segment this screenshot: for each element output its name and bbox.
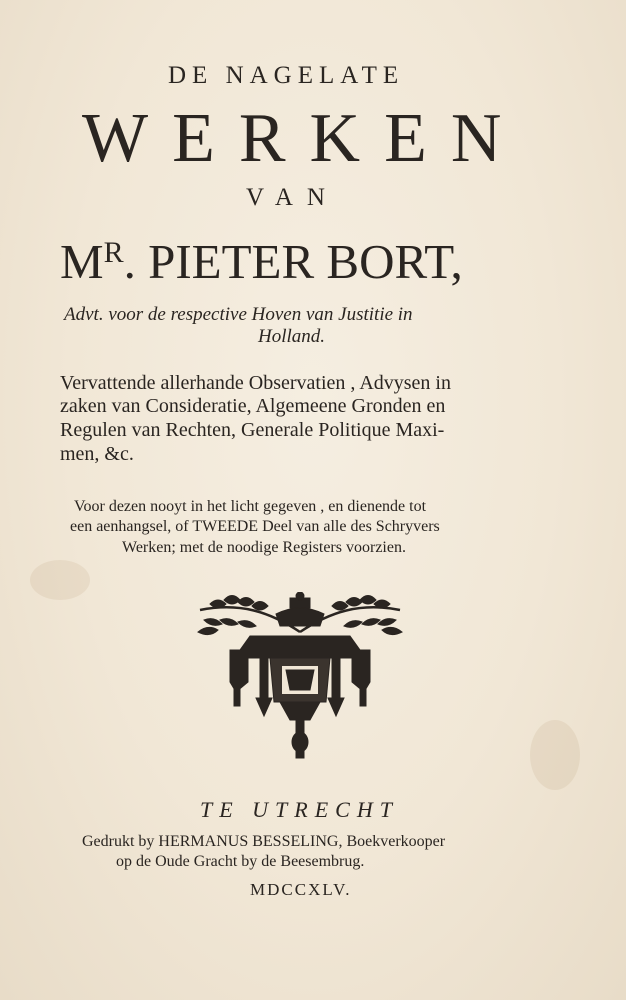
publication-year: MDCCXLV. — [250, 880, 352, 899]
description-line-4: men, &c. — [60, 443, 134, 465]
printer-line-2: op de Oude Gracht by de Beesembrug. — [116, 853, 365, 870]
author-line — [60, 234, 463, 289]
title-line-de-nagelate: DE NAGELATE — [168, 62, 405, 89]
title-line-werken: WERKEN — [82, 100, 526, 177]
description-line-3: Regulen van Rechten, Generale Politique Maxi- — [60, 419, 445, 441]
note-line-2: een aenhangsel, of TWEEDE Deel van alle des Schryvers — [70, 518, 440, 535]
author-superscript: R — [103, 236, 124, 269]
printers-ornament-icon — [190, 592, 410, 760]
role-line-2: Holland. — [258, 326, 326, 347]
printer-line-1: Gedrukt by HERMANUS BESSELING, Boekverkooper — [82, 833, 446, 850]
note-line-3: Werken; met de noodige Registers voorzien. — [122, 539, 406, 556]
note-line-1: Voor dezen nooyt in het licht gegeven , en dienende tot — [74, 498, 427, 515]
paper-stain — [30, 560, 90, 600]
place-of-publication: TE UTRECHT — [200, 797, 399, 822]
role-line-1: Advt. voor de respective Hoven van Justitie in — [64, 304, 413, 325]
author-prefix: M — [60, 234, 104, 289]
paper-stain — [530, 720, 580, 790]
author-name: . PIETER BORT, — [123, 234, 463, 289]
title-line-van: VAN — [246, 184, 339, 211]
description-line-2: zaken van Consideratie, Algemeene Gronden en — [60, 395, 446, 417]
description-line-1: Vervattende allerhande Observatien , Advysen in — [60, 372, 451, 394]
